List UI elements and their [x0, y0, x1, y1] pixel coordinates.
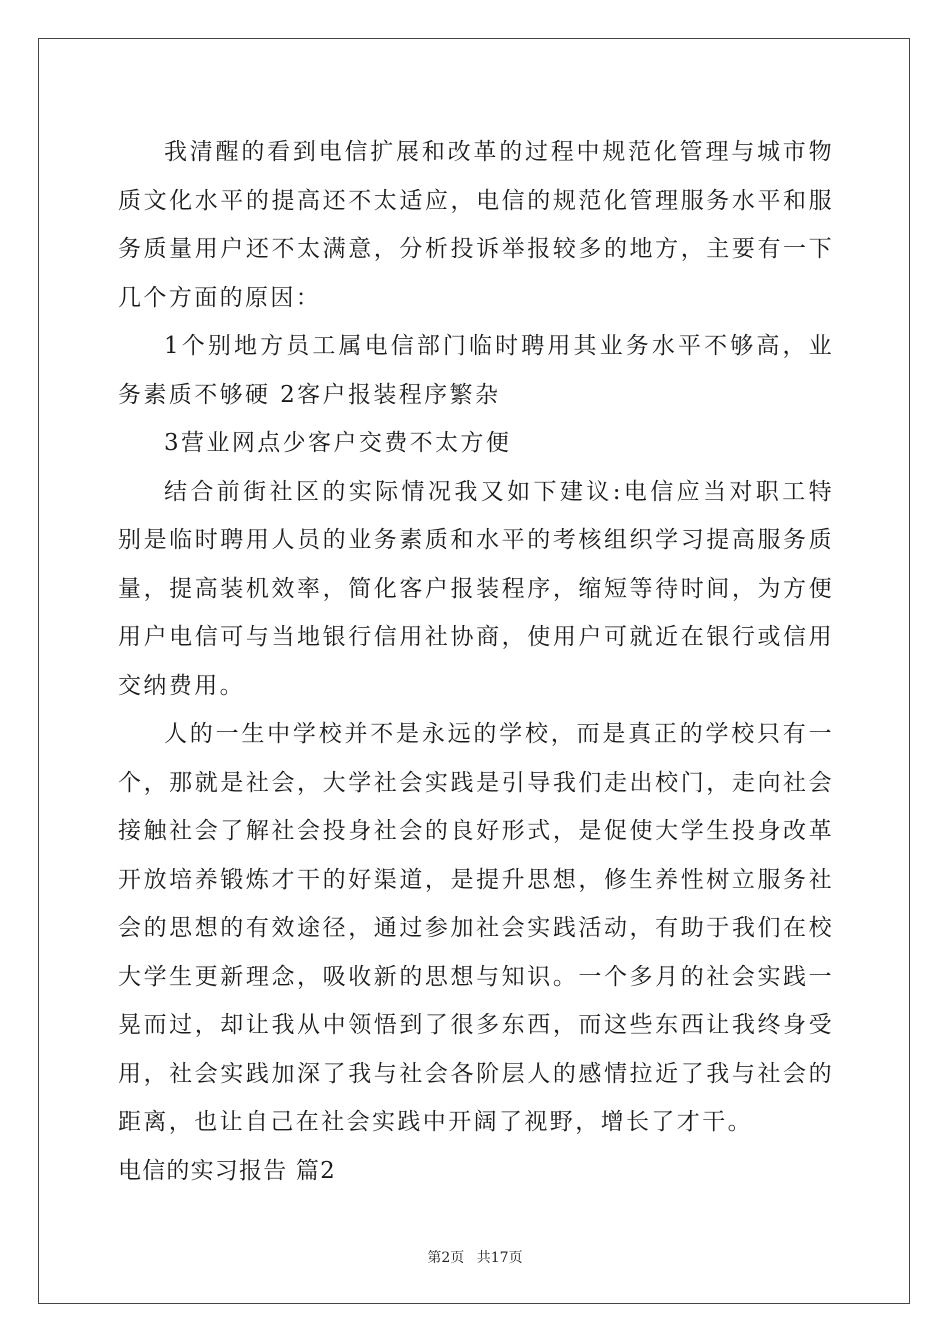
paragraph-complaint-causes: 我清醒的看到电信扩展和改革的过程中规范化管理与城市物质文化水平的提高还不太适应，电信的规范化管理服务水平和服务质量用户还不太满意，分析投诉举报较多的地方，主要有一下几个方面的原因： — [118, 139, 834, 311]
paragraph-cause-3: 3营业网点少客户交费不太方便 — [164, 430, 512, 456]
page-footer — [0, 1247, 950, 1267]
document-body — [118, 128, 834, 1195]
section-heading: 电信的实习报告 篇2 — [118, 1157, 336, 1184]
paragraph-reflection: 人的一生中学校并不是永远的学校，而是真正的学校只有一个，那就是社会，大学社会实践是引导我们走出校门，走向社会接触社会了解社会投身社会的良好形式，是促使大学生投身改革开放培养锻炼才干的好渠道，是提升思想，修生养性树立服务社会的思想的有效途径，通过参加社会实践活动，有助于我们在校大学生更新理念，吸收新的思想与知识。一个多月的社会实践一晃而过，却让我从中领悟到了很多东西，而这些东西让我终身受用，社会实践加深了我与社会各阶层人的感情拉近了我与社会的距离，也让自己在社会实践中开阔了视野，增长了才干。 — [118, 721, 834, 1135]
page-number-total: 共17页 — [476, 1250, 523, 1266]
paragraph-cause-1-2: 1个别地方员工属电信部门临时聘用其业务水平不够高，业务素质不够硬 2客户报装程序繁杂 — [118, 333, 834, 408]
page-number-current: 第2页 — [427, 1250, 465, 1266]
paragraph-suggestions: 结合前街社区的实际情况我又如下建议:电信应当对职工特别是临时聘用人员的业务素质和水平的考核组织学习提高服务质量，提高装机效率，简化客户报装程序，缩短等待时间，为方便用户电信可与当地银行信用社协商，使用户可就近在银行或信用交纳费用。 — [118, 478, 834, 699]
